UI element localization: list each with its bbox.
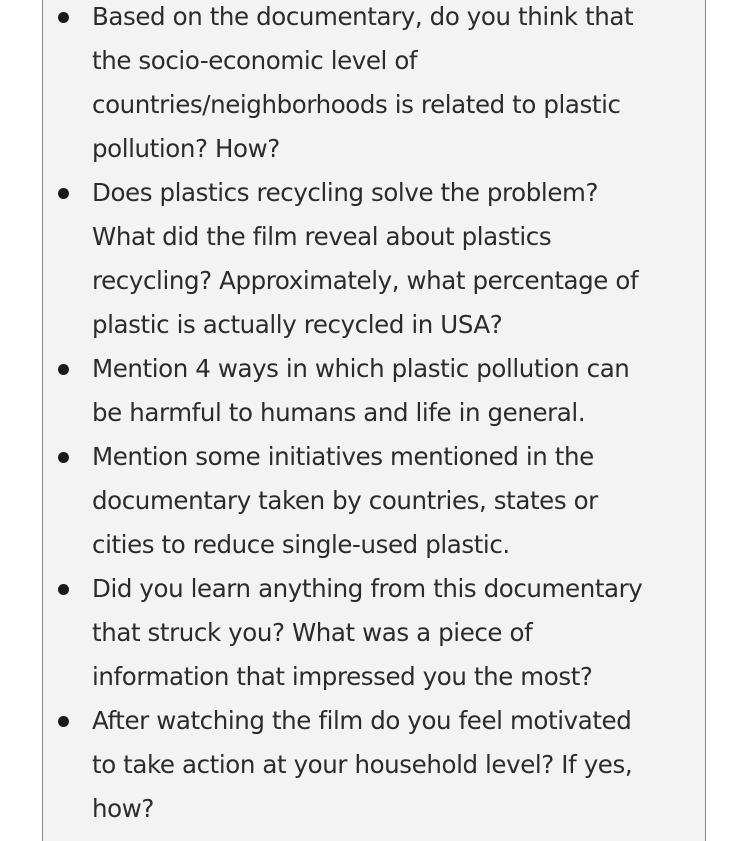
question-line: information that impressed you the most? — [92, 662, 593, 691]
question-line: countries/neighborhoods is related to plastic — [92, 90, 621, 119]
bullet-icon — [52, 171, 74, 215]
bullet-icon — [52, 347, 74, 391]
question-line: Mention some initiatives mentioned in the — [92, 442, 594, 471]
bullet-icon — [52, 0, 74, 39]
list-item — [92, 567, 702, 699]
list-item — [92, 0, 702, 171]
question-line: plastic is actually recycled in USA? — [92, 310, 503, 339]
list-item — [92, 699, 702, 831]
list-item — [92, 435, 702, 567]
question-line: What did the film reveal about plastics — [92, 222, 552, 251]
question-line: the socio-economic level of — [92, 46, 418, 75]
question-line: recycling? Approximately, what percentage of — [92, 266, 639, 295]
question-line: documentary taken by countries, states or — [92, 486, 598, 515]
bullet-icon — [52, 435, 74, 479]
bullet-icon — [52, 699, 74, 743]
question-list — [92, 0, 702, 831]
question-line: to take action at your household level? If yes, — [92, 750, 633, 779]
question-line: Does plastics recycling solve the problem? — [92, 178, 599, 207]
question-line: pollution? How? — [92, 134, 280, 163]
question-line: cities to reduce single-used plastic. — [92, 530, 510, 559]
question-line: Did you learn anything from this documentary — [92, 574, 643, 603]
question-line: be harmful to humans and life in general. — [92, 398, 586, 427]
question-line: After watching the film do you feel motivated — [92, 706, 632, 735]
question-line: Based on the documentary, do you think that — [92, 2, 634, 31]
list-item — [92, 347, 702, 435]
list-item — [92, 171, 702, 347]
question-line: Mention 4 ways in which plastic pollution can — [92, 354, 630, 383]
question-line: that struck you? What was a piece of — [92, 618, 533, 647]
question-line: how? — [92, 794, 154, 823]
bullet-icon — [52, 567, 74, 611]
